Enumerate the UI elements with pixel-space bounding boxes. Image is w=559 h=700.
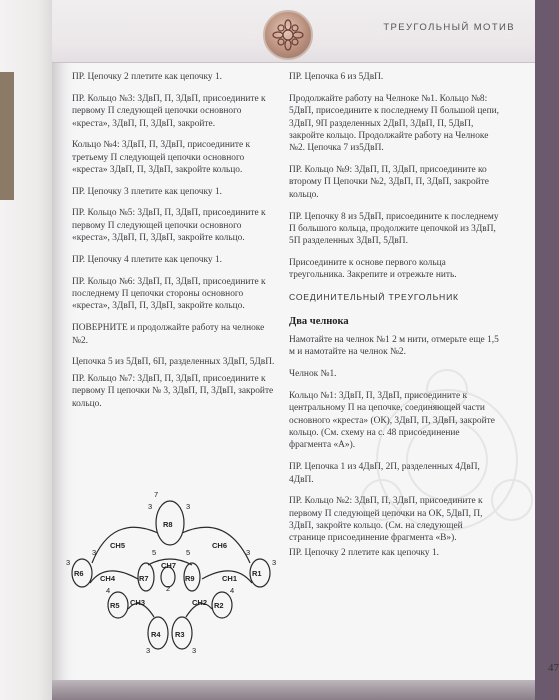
instruction-paragraph: ПР. Кольцо №6: 3ДвП, П, 3ДвП, присоедините к последнему П цепочки стороны основного «креста», 3ДвП, П, 3ДвП, закройте кольцо.: [72, 276, 266, 312]
instruction-paragraph: ПР. Кольцо №9: 3ДвП, П, 3ДвП, присоедините ко второму П Цепочки №2, 3ДвП, П, 3ДвП, закройте кольцо.: [289, 165, 489, 200]
chain-label-ch2: CH2: [192, 598, 208, 607]
left-column: [72, 71, 278, 419]
ring-label-r5: R5: [110, 601, 120, 610]
instruction-paragraph: Намотайте на челнок №1 2 м нити, отмерьте еще 1,5 м и намотайте на челнок №2.: [289, 334, 499, 358]
instruction-paragraph: ПР. Кольцо №2: 3ДвП, П, 3ДвП, присоедините к первому П следующей цепочки на ОК, 5ДвП, П, 3ДвП, закройте кольцо. (См. на следующей странице присоединение фрагмента «В»).: [289, 496, 483, 544]
count-label: 3: [186, 502, 191, 511]
instruction-paragraph: Продолжайте работу на Челноке №1. Кольцо №8: 5ДвП, присоедините к последнему П большой цепи, 3ДвП, 9П разделенных 2ДвП, 3ДвП, П, 5ДвП, закройте кольцо. Продолжайте работу на Челноке №2. Цепочка 7 из5ДвП.: [289, 93, 499, 154]
right-column: [289, 71, 499, 569]
lace-emblem-icon: [263, 10, 313, 60]
instruction-paragraph: ПР. Цепочка 1 из 4ДвП, 2П, разделенных 4ДвП, 4ДвП.: [289, 462, 480, 485]
count-label: 4: [106, 586, 111, 595]
chain-label-ch1: CH1: [222, 574, 238, 583]
ring-label-r3: R3: [175, 630, 185, 639]
count-label: 2: [166, 584, 171, 593]
page-bottom-edge: [52, 680, 535, 700]
count-label: 3: [66, 558, 71, 567]
page-number: 47: [548, 662, 559, 674]
instruction-paragraph: ПР. Цепочку 3 плетите как цепочку 1.: [72, 186, 222, 197]
count-label: 3: [148, 502, 153, 511]
tatting-diagram: [62, 490, 282, 663]
instruction-paragraph: ПР. Цепочку 2 плетите как цепочку 1.: [72, 72, 222, 82]
count-label: 5: [186, 548, 191, 557]
instruction-paragraph: ПР. Кольцо №7: 3ДвП, П, 3ДвП, присоедините к первому П цепочки № 3, 3ДвП, П, 3ДвП, закройте кольцо.: [72, 373, 274, 409]
instruction-paragraph: Цепочка 5 из 5ДвП, 6П, разделенных 3ДвП, 5ДвП.: [72, 357, 275, 368]
ring-label-r7: R7: [139, 574, 149, 583]
ring-label-r6: R6: [74, 569, 84, 578]
count-label: 3: [272, 558, 277, 567]
ring-label-r1: R1: [252, 569, 262, 578]
chain-label-ch7: CH7: [161, 561, 177, 570]
adjacent-page-photo: [0, 72, 14, 200]
instruction-paragraph: ПОВЕРНИТЕ и продолжайте работу на челноке №2.: [72, 323, 265, 346]
section-heading: Два челнока: [289, 315, 349, 327]
chain-label-ch5: CH5: [110, 541, 126, 550]
section-subtitle: СОЕДИНИТЕЛЬНЫЙ ТРЕУГОЛЬНИК: [289, 292, 459, 303]
instruction-paragraph: ПР. Кольцо №5: 3ДвП, П, 3ДвП, присоедините к первому П следующей цепочки основного «креста», 3ДвП, П, 3ДвП, закройте кольцо.: [72, 208, 266, 244]
count-label: 4: [230, 586, 235, 595]
section-title: ТРЕУГОЛЬНЫЙ МОТИВ: [383, 22, 515, 33]
ring-label-r9: R9: [185, 574, 195, 583]
count-label: 5: [152, 548, 157, 557]
instruction-paragraph: ПР. Цепочку 8 из 5ДвП, присоедините к последнему П большого кольца, продолжите цепочкой из 3ДвП, 5П разделенных 3ДвП, 5ДвП.: [289, 211, 499, 247]
count-label: 3: [92, 548, 97, 557]
page-header: [52, 0, 535, 63]
instruction-paragraph: Присоедините к основе первого кольца треугольника. Закрепите и отрежьте нить.: [289, 258, 457, 281]
instruction-paragraph: ПР. Кольцо №3: 3ДвП, П, 3ДвП, присоедините к первому П следующей цепочки основного «креста», 3ДвП, П, 3ДвП, закройте.: [72, 93, 266, 129]
count-label: 7: [154, 490, 159, 499]
ring-label-r8: R8: [163, 520, 173, 529]
count-label: 3: [146, 646, 151, 655]
ring-label-r4: R4: [151, 630, 161, 639]
instruction-paragraph: ПР. Цепочку 2 плетите как цепочку 1.: [289, 547, 439, 558]
chain-label-ch3: CH3: [130, 598, 146, 607]
chain-label-ch4: CH4: [100, 574, 116, 583]
count-label: 3: [246, 548, 251, 557]
count-label: 3: [192, 646, 197, 655]
instruction-paragraph: ПР. Цепочка 6 из 5ДвП.: [289, 72, 384, 82]
ring-label-r2: R2: [214, 601, 224, 610]
instruction-paragraph: Кольцо №4: 3ДвП, П, 3ДвП, присоедините к третьему П следующей цепочки основного «креста» 3ДвП, П, 3ДвП, закройте кольцо.: [72, 140, 251, 176]
instruction-paragraph: ПР. Цепочку 4 плетите как цепочку 1.: [72, 254, 222, 265]
instruction-paragraph: Кольцо №1: 3ДвП, П, 3ДвП, присоедините к центральному П на цепочке, соединяющей части основного «креста» (ОК), 3ДвП, П, 3ДвП, закройте кольцо. (См. схему на с. 48 присоединение фрагмента «А»).: [289, 390, 495, 451]
chain-label-ch6: CH6: [212, 541, 228, 550]
instruction-paragraph: Челнок №1.: [289, 369, 337, 380]
